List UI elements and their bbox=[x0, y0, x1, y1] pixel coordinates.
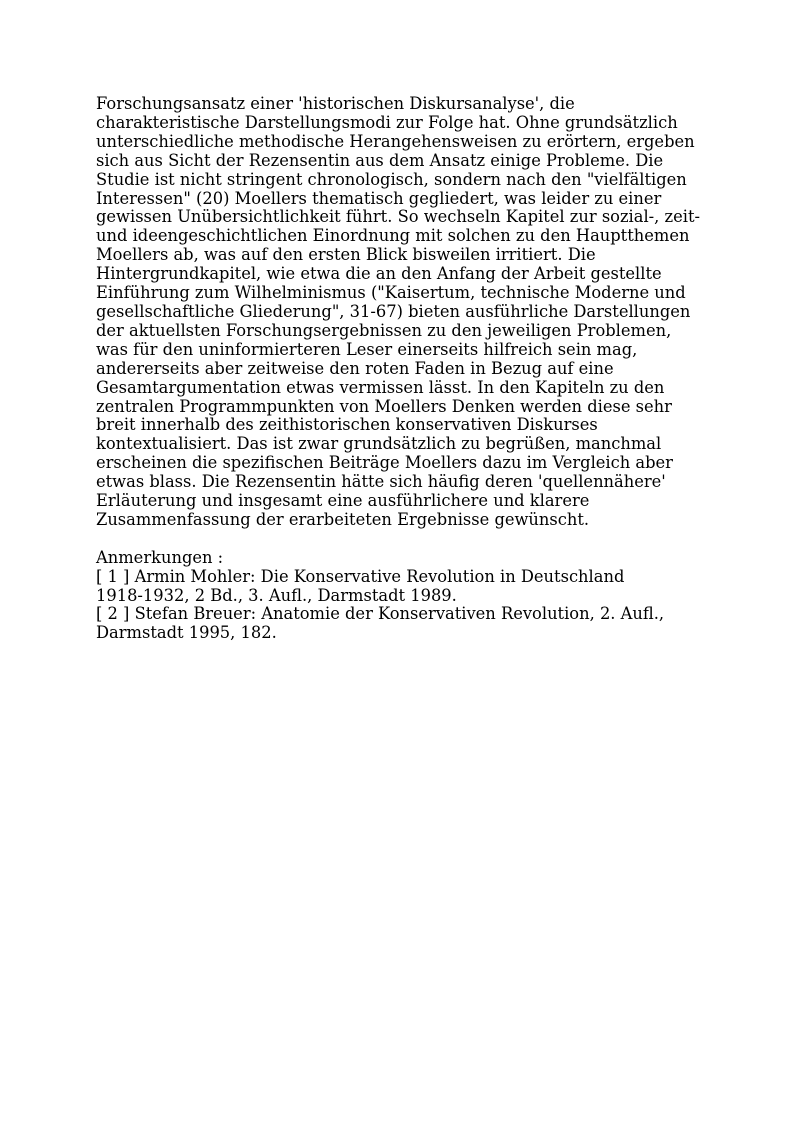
body-line: Forschungsansatz einer 'historischen Diskursanalyse', die bbox=[96, 94, 575, 113]
body-line: gesellschaftliche Gliederung", 31-67) bieten ausführliche Darstellungen bbox=[96, 301, 691, 321]
body-line: breit innerhalb des zeithistorischen konservativen Diskurses bbox=[96, 415, 598, 435]
body-line: kontextualisiert. Das ist zwar grundsätzlich zu begrüßen, manchmal bbox=[96, 434, 662, 454]
footnote-2 bbox=[96, 605, 716, 643]
body-line: zentralen Programmpunkten von Moellers Denken werden diese sehr bbox=[96, 396, 672, 416]
body-line: der aktuellsten Forschungsergebnissen zu den jeweiligen Problemen, bbox=[96, 320, 672, 340]
footnote-1 bbox=[96, 568, 716, 606]
footnote-line: [ 2 ] Stefan Breuer: Anatomie der Konservativen Revolution, 2. Aufl., bbox=[96, 604, 665, 624]
body-line: Erläuterung und insgesamt eine ausführlichere und klarere bbox=[96, 491, 590, 511]
body-line: Hintergrundkapitel, wie etwa die an den Anfang der Arbeit gestellte bbox=[96, 264, 662, 284]
body-line: etwas blass. Die Rezensentin hätte sich häufig deren 'quellennähere' bbox=[96, 472, 666, 492]
body-line: Moellers ab, was auf den ersten Blick bisweilen irritiert. Die bbox=[96, 245, 596, 265]
body-line: was für den uninformierteren Leser einerseits hilfreich sein mag, bbox=[96, 339, 638, 359]
footnote-line: 1918-1932, 2 Bd., 3. Aufl., Darmstadt 1989. bbox=[96, 585, 457, 605]
body-line: unterschiedliche methodische Herangehensweisen zu erörtern, ergeben bbox=[96, 131, 695, 151]
document-content bbox=[96, 95, 716, 643]
footnote-line: [ 1 ] Armin Mohler: Die Konservative Revolution in Deutschland bbox=[96, 566, 625, 586]
footnote-line: Darmstadt 1995, 182. bbox=[96, 623, 277, 643]
body-line: gewissen Unübersichtlichkeit führt. So wechseln Kapitel zur sozial-, zeit- bbox=[96, 207, 700, 227]
body-line: und ideengeschichtlichen Einordnung mit solchen zu den Hauptthemen bbox=[96, 226, 690, 246]
paragraph-gap bbox=[96, 530, 716, 549]
body-line: Zusammenfassung der erarbeiteten Ergebnisse gewünscht. bbox=[96, 509, 590, 529]
body-line: Einführung zum Wilhelminismus ("Kaisertum, technische Moderne und bbox=[96, 283, 686, 303]
body-line: erscheinen die spezifischen Beiträge Moellers dazu im Vergleich aber bbox=[96, 453, 673, 473]
body-line: Studie ist nicht stringent chronologisch, sondern nach den "vielfältigen bbox=[96, 169, 687, 189]
body-line: sich aus Sicht der Rezensentin aus dem Ansatz einige Probleme. Die bbox=[96, 150, 664, 170]
body-line: Gesamtargumentation etwas vermissen lässt. In den Kapiteln zu den bbox=[96, 377, 665, 397]
notes-section bbox=[96, 549, 716, 644]
body-text bbox=[96, 95, 716, 530]
body-line: andererseits aber zeitweise den roten Faden in Bezug auf eine bbox=[96, 358, 614, 378]
body-line: charakteristische Darstellungsmodi zur Folge hat. Ohne grundsätzlich bbox=[96, 112, 678, 132]
body-line: Interessen" (20) Moellers thematisch gegliedert, was leider zu einer bbox=[96, 188, 662, 208]
notes-heading: Anmerkungen : bbox=[96, 547, 224, 567]
